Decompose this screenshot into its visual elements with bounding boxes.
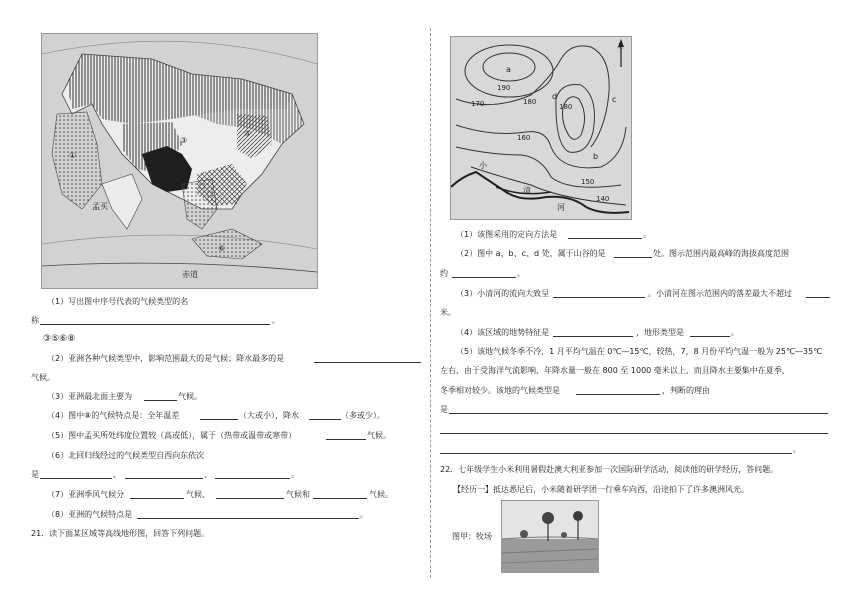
q1-end: 。: [272, 316, 280, 325]
t4-line-a: （4）该区域的地势特征是: [456, 328, 550, 337]
q3-line-b: 气候。: [178, 392, 202, 401]
q5-line-a: （5）图中孟买所处纬度位置较（高或低），属于（热带或温带或寒带）: [47, 431, 297, 440]
q6-sep-1: 、: [113, 470, 121, 479]
t5-end: 。: [793, 445, 801, 454]
t5-line-2: 左右，由于受海洋气流影响，年降水量一般在 800 至 1000 毫米以上，而且降水主要集中在夏季，: [440, 366, 790, 375]
t3-line-c: 米。: [440, 308, 456, 317]
map-label-equator: 赤道: [182, 270, 198, 279]
river-label-he: 河: [557, 203, 565, 212]
t5-line-4: 是: [440, 405, 448, 414]
contour-label-180a: 180: [523, 98, 537, 106]
q7-line-a: （7）亚洲季风气候分: [47, 490, 125, 499]
q6-line-b: 是: [31, 470, 39, 479]
t4-blank-1[interactable]: [553, 336, 633, 337]
q6-blank-1[interactable]: [40, 478, 112, 479]
t2-blank-2[interactable]: [452, 277, 516, 278]
q4-line-a: （4）图中⑧的气候特点是：全年温差: [47, 411, 180, 420]
q1-line-b: 称: [31, 316, 39, 325]
q1-numbers: ③⑤⑥⑧: [43, 334, 76, 344]
t4-end: 。: [731, 328, 739, 337]
t5-blank-4[interactable]: [440, 453, 792, 454]
t3-blank-2[interactable]: [806, 297, 830, 298]
map-label-mumbai: 孟买: [92, 202, 108, 211]
q8-blank[interactable]: [137, 518, 359, 519]
q4-line-c: （多或少）。: [341, 411, 385, 420]
contour-label-180b: 180: [559, 103, 573, 111]
q1-blank[interactable]: [40, 324, 270, 325]
north-arrow-label: 北: [617, 43, 624, 50]
q1-line-a: （1）写出图中序号代表的气候类型的名: [47, 297, 189, 306]
q6-blank-3[interactable]: [215, 478, 290, 479]
t2-line-a: （2）图中 a、b、c、d 处，属于山谷的是: [456, 249, 606, 258]
map-label-1: ①: [69, 151, 77, 160]
pasture-photo: [501, 500, 599, 573]
experience-one: 【经历一】抵达悉尼后，小米随着研学团一行乘车向西，沿途拍下了许多澳洲风光。: [453, 485, 749, 494]
q6-end: 。: [291, 470, 299, 479]
contour-label-a: a: [506, 65, 511, 74]
t5-line-1: （5）该地气候冬季不冷，1 月平均气温在 0℃—15℃，较热，7，8 月份平均气温一般为 25℃—35℃: [456, 347, 823, 356]
map-label-5: ⑤: [244, 129, 252, 138]
contour-label-140: 140: [596, 195, 610, 203]
t2-end: 。: [517, 269, 525, 278]
q5-line-b: 气候。: [367, 431, 391, 440]
q6-sep-2: 、: [204, 470, 212, 479]
column-divider: [430, 28, 431, 578]
q6-blank-2[interactable]: [125, 478, 203, 479]
contour-label-160: 160: [517, 134, 531, 142]
contour-map: [450, 36, 632, 220]
q7-blank-2[interactable]: [216, 498, 284, 499]
t5-blank-3[interactable]: [440, 433, 828, 434]
t1-blank[interactable]: [568, 238, 642, 239]
q5-blank[interactable]: [326, 439, 366, 440]
t2-line-b: 处。图示范围内最高峰的海拔高度范围: [653, 249, 789, 258]
t4-blank-2[interactable]: [690, 336, 730, 337]
q3-line-a: （3）亚洲最北面主要为: [47, 392, 133, 401]
t2-line-c: 约: [440, 269, 448, 278]
contour-label-150: 150: [581, 178, 595, 186]
map-label-3: ③: [180, 136, 188, 145]
river-label-qing: 清: [523, 186, 531, 195]
map-label-6: ⑥: [218, 244, 226, 253]
q7-line-c: 气候和: [286, 490, 310, 499]
river-label-xiao: 小: [479, 161, 487, 170]
q4-line-b: （大或小），降水: [239, 411, 299, 420]
q7-line-b: 气候、: [186, 490, 210, 499]
q2-line-a: （2）亚洲各种气候类型中，影响范围最大的是气候；降水最多的是: [47, 354, 285, 363]
t5-blank-1[interactable]: [576, 394, 660, 395]
t3-blank-1[interactable]: [553, 297, 645, 298]
photo-caption: 图甲：牧场: [452, 532, 492, 541]
q8-end: 。: [360, 510, 368, 519]
t5-blank-2[interactable]: [449, 413, 828, 414]
q4-blank-2[interactable]: [309, 419, 341, 420]
t5-line-3b: ，判断的理由: [662, 386, 710, 395]
q6-line-a: （6）北回归线经过的气候类型自西向东依次: [47, 451, 205, 460]
q22-title: 22．七年级学生小米利用暑假赴澳大利亚参加一次国际研学活动，阅读他的研学经历，答问题。: [440, 465, 779, 474]
q8-line-a: （8）亚洲的气候特点是: [47, 510, 133, 519]
q4-blank-1[interactable]: [200, 419, 238, 420]
t4-line-b: ，地形类型是: [636, 328, 684, 337]
q7-blank-1[interactable]: [130, 498, 184, 499]
t3-line-a: （3）小清河的流向大致呈: [456, 289, 550, 298]
q2-blank[interactable]: [314, 362, 421, 363]
contour-label-190: 190: [497, 84, 511, 92]
t2-blank-1[interactable]: [614, 257, 652, 258]
t5-line-3a: 冬季相对较少。该地的气候类型是: [440, 386, 560, 395]
t3-line-b: 。小清河在图示范围内的落差最大不超过: [648, 289, 792, 298]
q21-title: 21．读下面某区域等高线地形图，回答下列问题。: [31, 529, 210, 538]
t1-end: 。: [643, 230, 651, 239]
contour-label-170: 170: [471, 100, 485, 108]
contour-label-d: d: [552, 92, 558, 101]
q7-line-d: 气候。: [369, 490, 393, 499]
t1-line-a: （1）该图采用的定向方法是: [456, 230, 558, 239]
q2-line-b: 气候。: [31, 373, 55, 382]
contour-label-c: c: [612, 95, 617, 104]
asia-climate-map: [41, 33, 318, 289]
contour-label-b: b: [593, 152, 599, 161]
q7-blank-3[interactable]: [313, 498, 367, 499]
q3-blank[interactable]: [144, 400, 177, 401]
